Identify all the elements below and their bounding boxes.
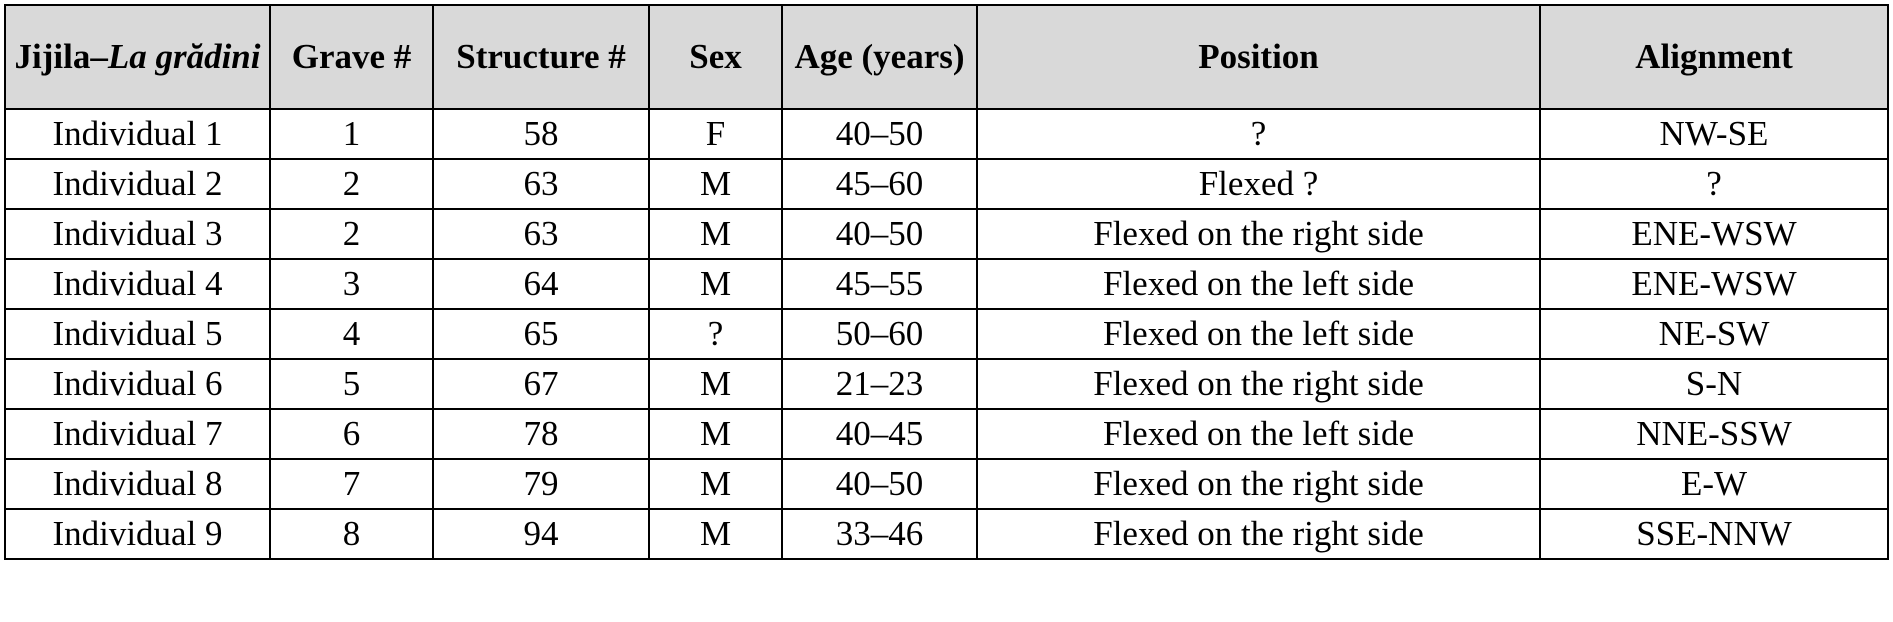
cell-structure: 65 <box>433 309 649 359</box>
cell-individual: Individual 5 <box>5 309 270 359</box>
cell-age: 40–50 <box>782 209 977 259</box>
cell-individual: Individual 3 <box>5 209 270 259</box>
cell-sex: M <box>649 509 782 559</box>
table-row <box>5 309 1888 359</box>
cell-age: 40–50 <box>782 109 977 159</box>
column-header-structure: Structure # <box>433 5 649 109</box>
cell-position: Flexed on the left side <box>977 409 1540 459</box>
cell-grave: 2 <box>270 209 433 259</box>
cell-sex: M <box>649 459 782 509</box>
cell-grave: 7 <box>270 459 433 509</box>
table-row <box>5 159 1888 209</box>
column-header-alignment: Alignment <box>1540 5 1888 109</box>
cell-age: 33–46 <box>782 509 977 559</box>
cell-age: 45–60 <box>782 159 977 209</box>
cell-structure: 63 <box>433 159 649 209</box>
cell-individual: Individual 4 <box>5 259 270 309</box>
cell-age: 40–45 <box>782 409 977 459</box>
cell-alignment: ? <box>1540 159 1888 209</box>
cell-position: Flexed on the right side <box>977 209 1540 259</box>
cell-sex: ? <box>649 309 782 359</box>
table-row <box>5 259 1888 309</box>
table-body <box>5 109 1888 559</box>
cell-structure: 58 <box>433 109 649 159</box>
cell-structure: 63 <box>433 209 649 259</box>
table-row <box>5 409 1888 459</box>
cell-structure: 64 <box>433 259 649 309</box>
table-row <box>5 509 1888 559</box>
cell-individual: Individual 8 <box>5 459 270 509</box>
cell-alignment: ENE-WSW <box>1540 259 1888 309</box>
cell-alignment: S-N <box>1540 359 1888 409</box>
table-header-row <box>5 5 1888 109</box>
cell-sex: F <box>649 109 782 159</box>
cell-individual: Individual 1 <box>5 109 270 159</box>
cell-position: Flexed on the left side <box>977 259 1540 309</box>
cell-structure: 78 <box>433 409 649 459</box>
cell-age: 21–23 <box>782 359 977 409</box>
cell-grave: 8 <box>270 509 433 559</box>
cell-sex: M <box>649 259 782 309</box>
column-header-site <box>5 5 270 109</box>
cell-position: ? <box>977 109 1540 159</box>
cell-position: Flexed on the right side <box>977 509 1540 559</box>
cell-position: Flexed on the left side <box>977 309 1540 359</box>
cell-structure: 94 <box>433 509 649 559</box>
burial-data-table <box>4 4 1889 560</box>
cell-individual: Individual 6 <box>5 359 270 409</box>
column-header-grave: Grave # <box>270 5 433 109</box>
cell-grave: 4 <box>270 309 433 359</box>
table-row <box>5 359 1888 409</box>
column-header-position: Position <box>977 5 1540 109</box>
column-header-age: Age (years) <box>782 5 977 109</box>
cell-structure: 79 <box>433 459 649 509</box>
cell-sex: M <box>649 359 782 409</box>
cell-alignment: SSE-NNW <box>1540 509 1888 559</box>
column-header-site-prefix: Jijila– <box>14 37 108 77</box>
table-row <box>5 459 1888 509</box>
table-row <box>5 109 1888 159</box>
cell-position: Flexed ? <box>977 159 1540 209</box>
cell-grave: 1 <box>270 109 433 159</box>
table-header <box>5 5 1888 109</box>
cell-age: 50–60 <box>782 309 977 359</box>
cell-alignment: ENE-WSW <box>1540 209 1888 259</box>
cell-sex: M <box>649 409 782 459</box>
cell-sex: M <box>649 209 782 259</box>
cell-grave: 5 <box>270 359 433 409</box>
column-header-sex: Sex <box>649 5 782 109</box>
cell-individual: Individual 9 <box>5 509 270 559</box>
cell-position: Flexed on the right side <box>977 359 1540 409</box>
cell-structure: 67 <box>433 359 649 409</box>
table-row <box>5 209 1888 259</box>
cell-grave: 6 <box>270 409 433 459</box>
cell-alignment: NW-SE <box>1540 109 1888 159</box>
column-header-site-italic: La grădini <box>107 37 261 77</box>
cell-individual: Individual 7 <box>5 409 270 459</box>
cell-age: 45–55 <box>782 259 977 309</box>
cell-alignment: E-W <box>1540 459 1888 509</box>
cell-sex: M <box>649 159 782 209</box>
cell-position: Flexed on the right side <box>977 459 1540 509</box>
cell-grave: 3 <box>270 259 433 309</box>
cell-individual: Individual 2 <box>5 159 270 209</box>
cell-age: 40–50 <box>782 459 977 509</box>
cell-grave: 2 <box>270 159 433 209</box>
cell-alignment: NE-SW <box>1540 309 1888 359</box>
cell-alignment: NNE-SSW <box>1540 409 1888 459</box>
